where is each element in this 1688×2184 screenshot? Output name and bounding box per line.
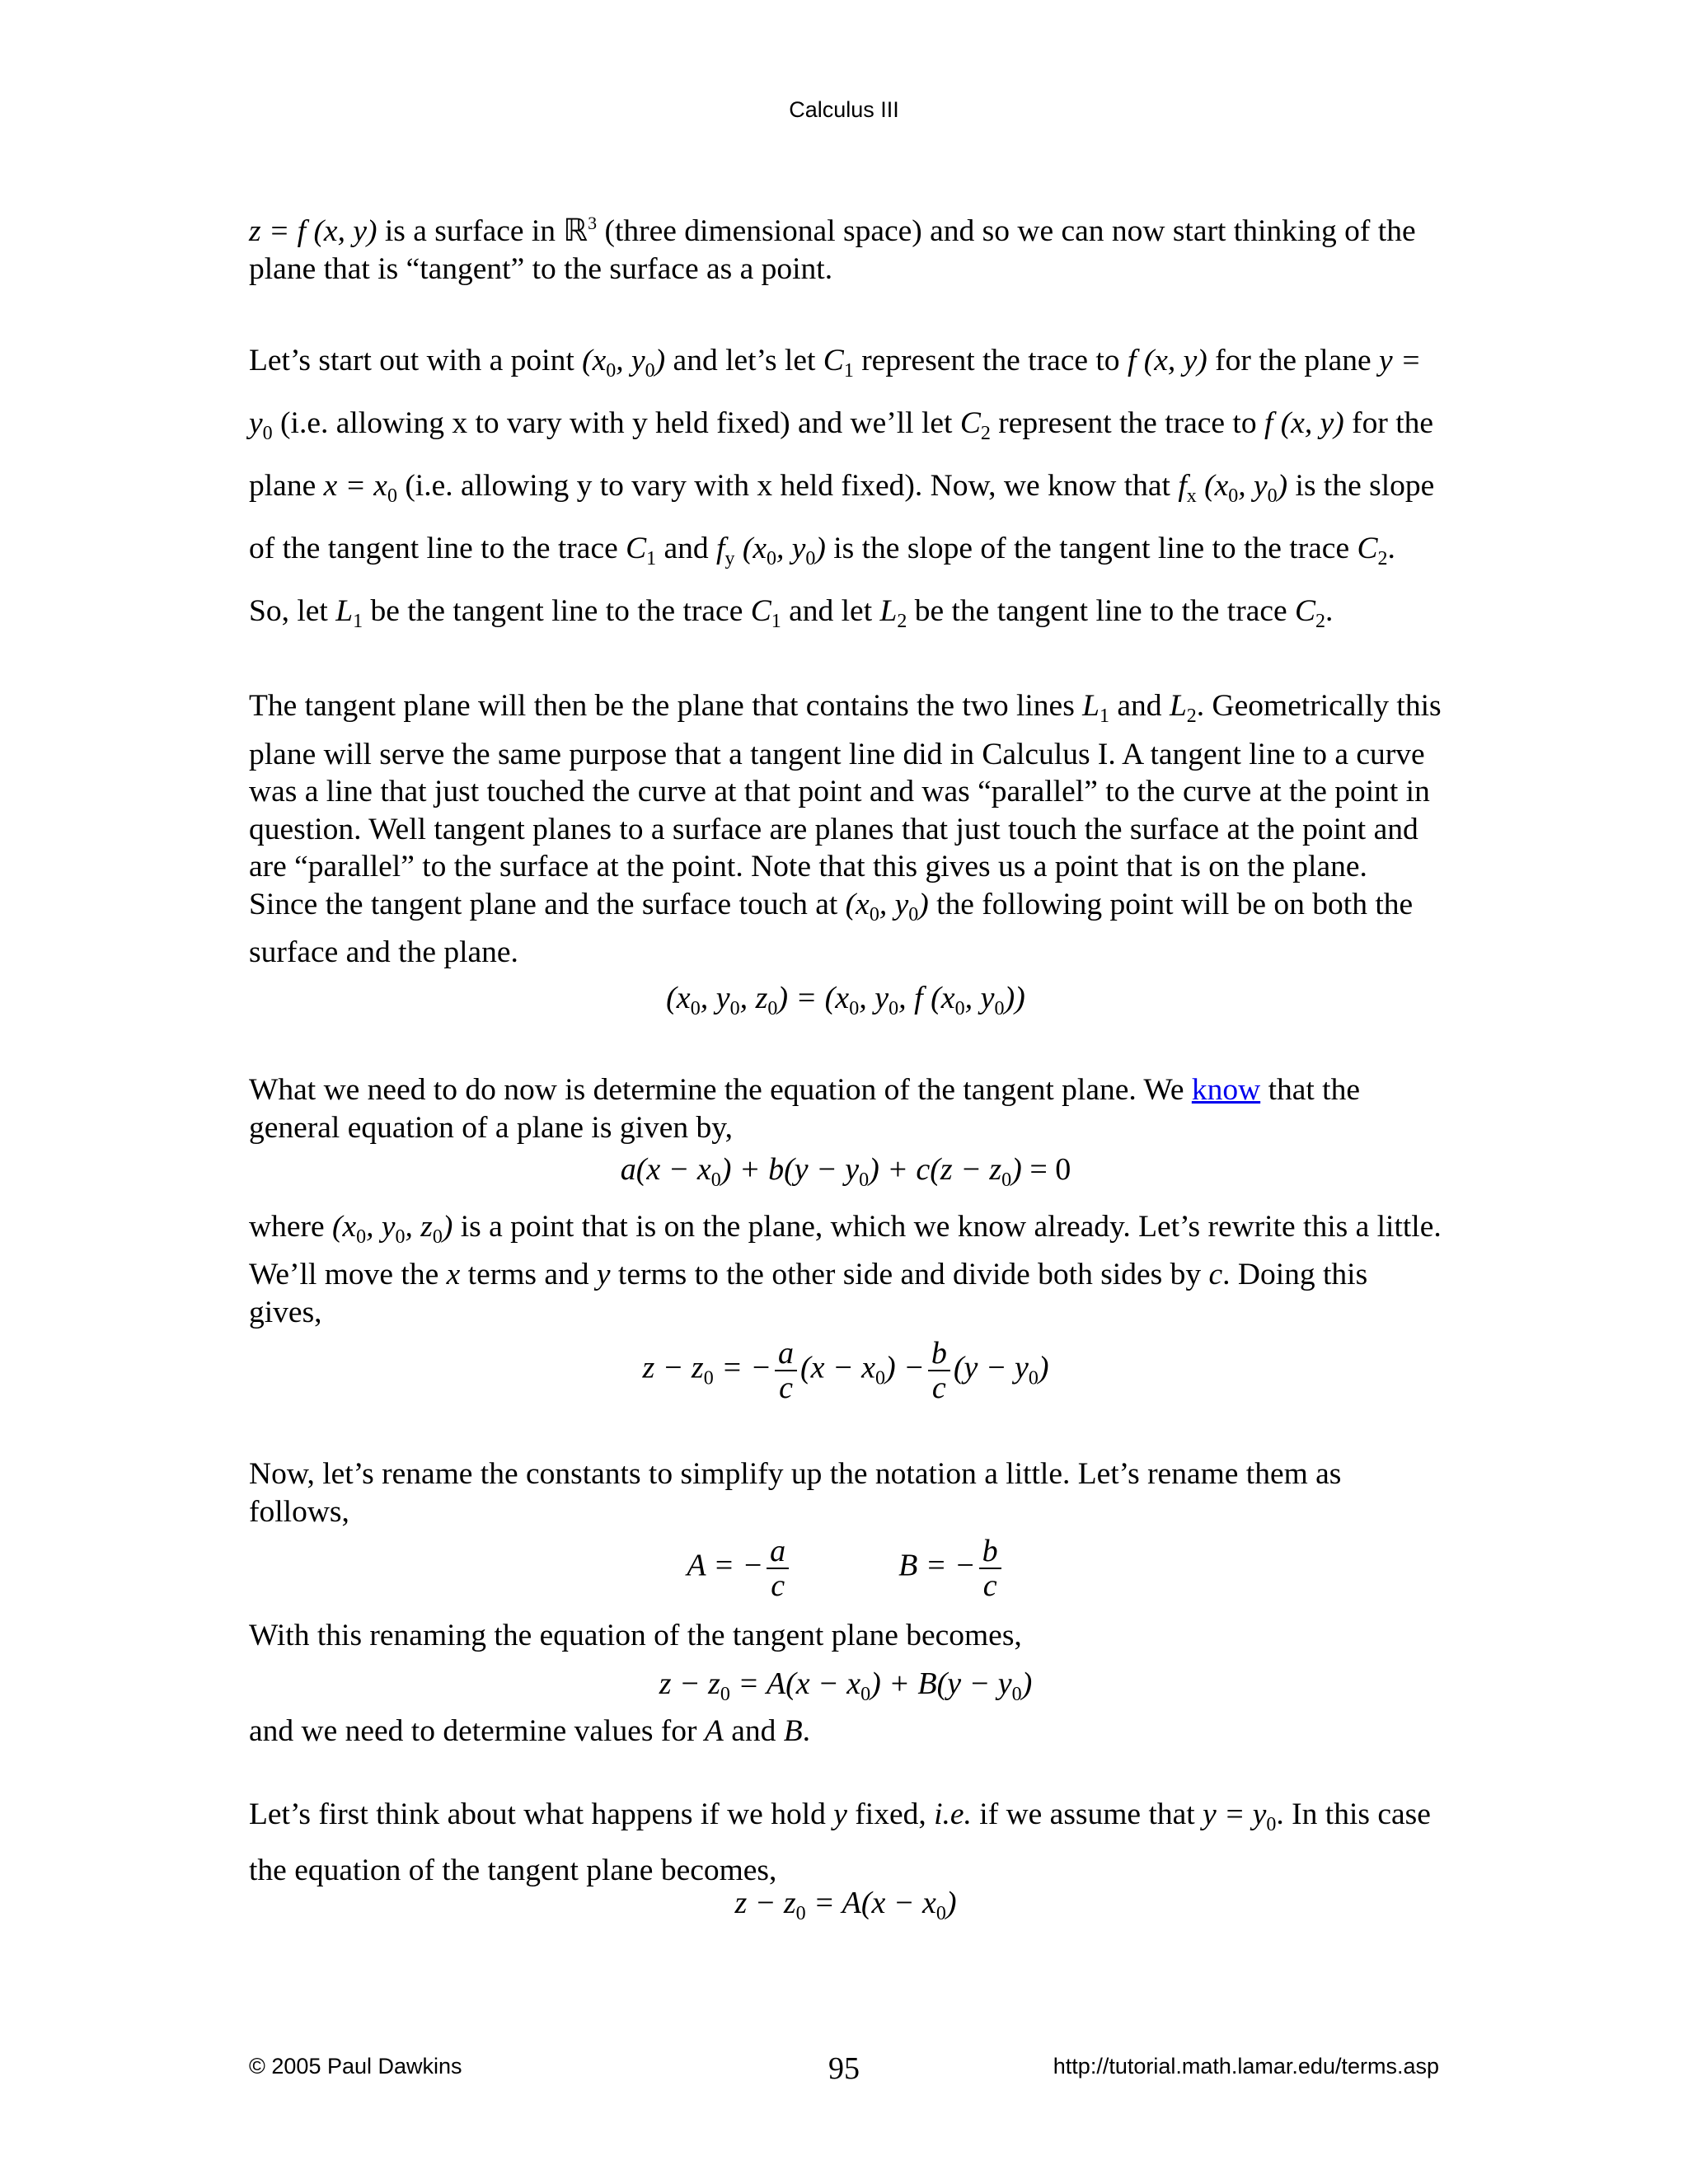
paragraph-traces: Let’s start out with a point ($x_0$, $y_0$) and let’s let $C_1$ represent the trace to f (x, y) for the plane $y = y_0$ (i.e. allowing x to vary with y held fixed) and we’ll let $C_2$ represent the trace to f (x, y) for the plane $x = x_0$ (i.e. allowing y to vary with x held fixed). Now, we know that $f_x$ ($x_0$, $y_0$) is the slope of the tangent line to the trace $C_1$ and $f_y$ ($x_0$, $y_0$) is the slope of the tangent line to the trace $C_2$. So, let $L_1$ be the tangent line to the trace $C_1$ and let $L_2$ be the tangent line to the trace $C_2$. bbox=[249, 344, 1435, 632]
paragraph-determine: and we need to determine values for A and B. bbox=[249, 1714, 811, 1748]
equation-solved-z: $z - z_0$ = − $\frac{a}{c}$ $(x - x_0)$ − $\frac{b}{c}$ $(y - y_0)$ bbox=[642, 1336, 1049, 1405]
equation-hold-y: $z - z_0 = A(x - x_0)$ bbox=[734, 1886, 957, 1924]
paragraph-intro: z = f (x, y) is a surface in ℝ$^3$ (three dimensional space) and so we can now start thinking of the plane that is “tangent” to the surface as a point. bbox=[249, 213, 1416, 286]
paragraph-plane-equation: What we need to do now is determine the equation of the tangent plane. We know that the general equation of a plane is given by, bbox=[249, 1073, 1360, 1145]
equation-tangent-plane: $z - z_0 = A(x - x_0) + B(y - y_0)$ bbox=[659, 1666, 1033, 1705]
equation-point: ($x_0$, $y_0$, $z_0) = (x_0$, $y_0$, f ($x_0$, $y_0$)) bbox=[666, 981, 1025, 1019]
paragraph-tangent-plane: The tangent plane will then be the plane that contains the two lines $L_1$ and $L_2$. Geometrically this plane will serve the same purpose that a tangent line did in Calculus I. A tangent line to a curve was a line that just touched the curve at that point and was “parallel” to the curve at the point in question. Well tangent planes to a surface are planes that just touch the surface at the point and are “parallel” to the surface at the point. Note that this gives us a point that is on the plane. Since the tangent plane and the surface touch at ($x_0$, $y_0$) the following point will be on both the surface and the plane. bbox=[249, 689, 1442, 969]
math-r3: ℝ$^3$ bbox=[563, 213, 598, 248]
paragraph-rewrite: where ($x_0$, $y_0$, $z_0$) is a point that is on the plane, which we know already. Let’s rewrite this a little. We’ll move the x terms and y terms to the other side and divide both sides by c. Doing this gives, bbox=[249, 1210, 1442, 1329]
footer-url: http://tutorial.math.lamar.edu/terms.asp bbox=[1053, 2054, 1439, 2079]
page-number: 95 bbox=[828, 2051, 860, 2086]
equation-constants: A = − $\frac{a}{c}$ B = − $\frac{b}{c}$ bbox=[249, 1535, 1442, 1602]
footer-copyright: © 2005 Paul Dawkins bbox=[249, 2054, 462, 2079]
paragraph-hold-y: Let’s first think about what happens if we hold y fixed, i.e. if we assume that $y = y_0$. In this case the equation of the tangent plane becomes, bbox=[249, 1797, 1431, 1887]
page-header: Calculus III bbox=[789, 97, 899, 122]
math-z-eq-fxy: z = f (x, y) bbox=[249, 214, 377, 248]
paragraph-rename: Now, let’s rename the constants to simplify up the notation a little. Let’s rename them as follows, bbox=[249, 1457, 1342, 1529]
paragraph-renaming: With this renaming the equation of the tangent plane becomes, bbox=[249, 1619, 1022, 1652]
equation-plane: $a(x - x_0) + b(y - y_0) + c(z - z_0) = 0$ bbox=[620, 1152, 1071, 1191]
know-link[interactable]: know bbox=[1191, 1073, 1261, 1107]
